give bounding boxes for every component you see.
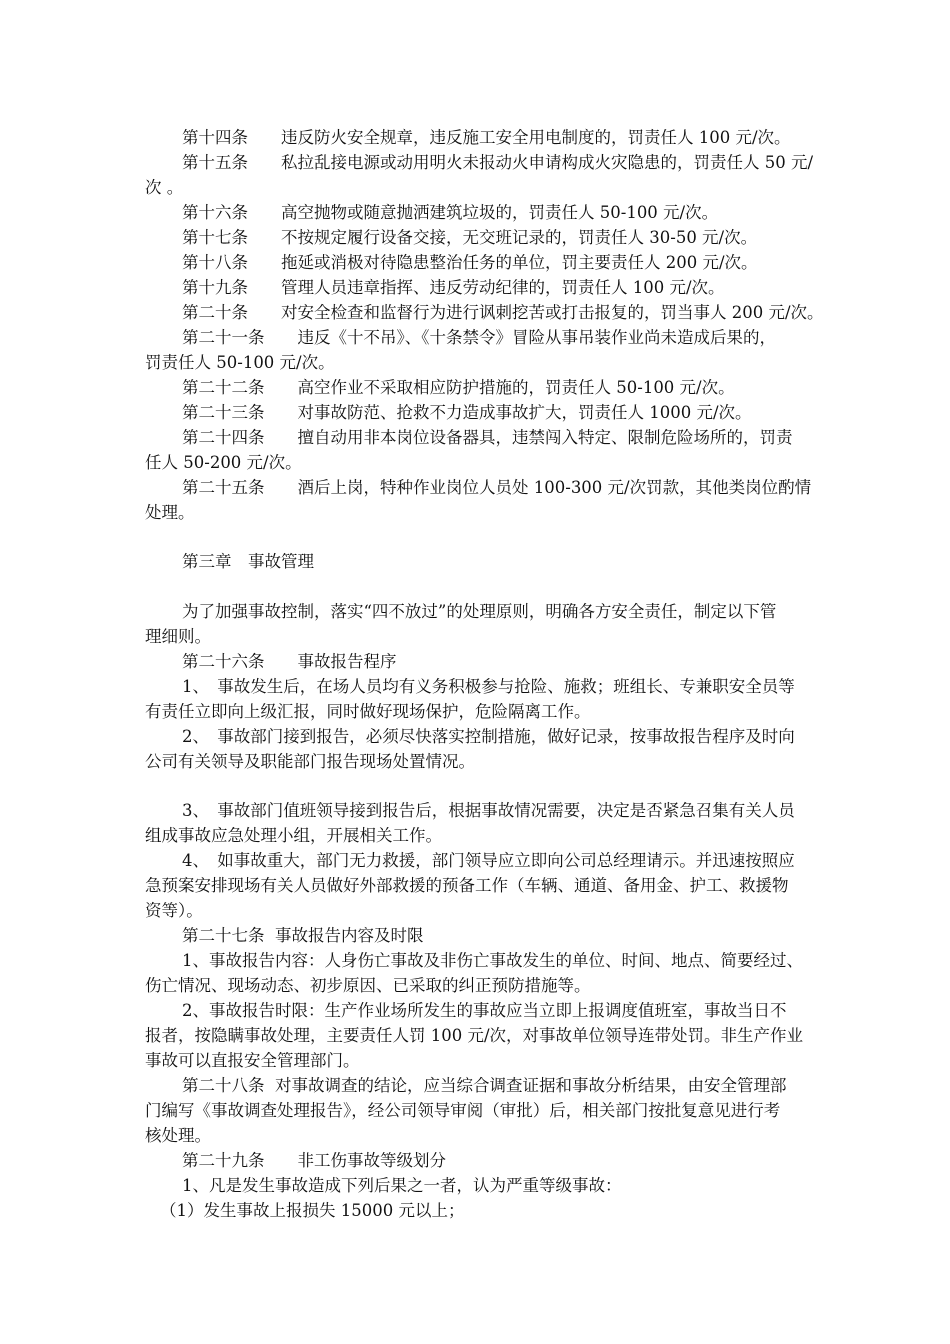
chapter-3-heading: 第三章 事故管理 [182, 552, 314, 571]
article-28-line: 第二十八条 对事故调查的结论，应当综合调查证据和事故分析结果，由安全管理部 [182, 1076, 787, 1095]
severity-item-1: （1）发生事故上报损失 15000 元以上； [160, 1201, 465, 1220]
report-deadline-continuation-2: 事故可以直报安全管理部门。 [145, 1051, 360, 1070]
item-3-line: 3、 事故部门值班领导接到报告后，根据事故情况需要，决定是否紧急召集有关人员 [182, 801, 795, 820]
article-27-heading: 第二十七条 事故报告内容及时限 [182, 926, 424, 945]
article-29-heading: 第二十九条 非工伤事故等级划分 [182, 1151, 446, 1170]
item-4-continuation-2: 资等）。 [145, 901, 203, 920]
article-22-line: 第二十二条 高空作业不采取相应防护措施的，罚责任人 50-100 元/次。 [182, 378, 735, 397]
report-content-continuation: 伤亡情况、现场动态、初步原因、已采取的纠正预防措施等。 [145, 976, 591, 995]
article-28-continuation-1: 门编写《事故调查处理报告》，经公司领导审阅（审批）后，相关部门按批复意见进行考 [145, 1101, 781, 1120]
intro-paragraph-line: 为了加强事故控制，落实“四不放过”的处理原则，明确各方安全责任，制定以下管 [182, 602, 777, 621]
report-deadline-line: 2、事故报告时限：生产作业场所发生的事故应当立即上报调度值班室，事故当日不 [182, 1001, 787, 1020]
article-16-line: 第十六条 高空抛物或随意抛洒建筑垃圾的，罚责任人 50-100 元/次。 [182, 203, 719, 222]
article-23-line: 第二十三条 对事故防范、抢救不力造成事故扩大，罚责任人 1000 元/次。 [182, 403, 752, 422]
article-18-line: 第十八条 拖延或消极对待隐患整治任务的单位，罚主要责任人 200 元/次。 [182, 253, 758, 272]
article-17-line: 第十七条 不按规定履行设备交接，无交班记录的，罚责任人 30-50 元/次。 [182, 228, 758, 247]
article-19-line: 第十九条 管理人员违章指挥、违反劳动纪律的，罚责任人 100 元/次。 [182, 278, 725, 297]
item-2-line: 2、 事故部门接到报告，必须尽快落实控制措施，做好记录，按事故报告程序及时向 [182, 727, 795, 746]
article-14-line: 第十四条 违反防火安全规章，违反施工安全用电制度的，罚责任人 100 元/次。 [182, 128, 791, 147]
item-1-continuation: 有责任立即向上级汇报，同时做好现场保护，危险隔离工作。 [145, 702, 591, 721]
report-content-line: 1、事故报告内容：人身伤亡事故及非伤亡事故发生的单位、时间、地点、简要经过、 [182, 951, 803, 970]
item-1-line: 1、 事故发生后，在场人员均有义务积极参与抢险、施救；班组长、专兼职安全员等 [182, 677, 795, 696]
article-25-line: 第二十五条 酒后上岗，特种作业岗位人员处 100-300 元/次罚款，其他类岗位酌情 [182, 478, 812, 497]
article-25-continuation: 处理。 [145, 503, 195, 522]
article-15-continuation: 次 。 [145, 178, 184, 197]
article-24-continuation: 任人 50-200 元/次。 [145, 453, 302, 472]
item-4-continuation-1: 急预案安排现场有关人员做好外部救援的预备工作（车辆、通道、备用金、护工、救援物 [145, 876, 789, 895]
article-21-line: 第二十一条 违反《十不吊》、《十条禁令》冒险从事吊装作业尚未造成后果的， [182, 328, 776, 347]
item-3-continuation: 组成事故应急处理小组，开展相关工作。 [145, 826, 442, 845]
severity-criteria-line: 1、凡是发生事故造成下列后果之一者，认为严重等级事故： [182, 1176, 622, 1195]
article-21-continuation: 罚责任人 50-100 元/次。 [145, 353, 335, 372]
article-26-heading: 第二十六条 事故报告程序 [182, 652, 397, 671]
article-20-line: 第二十条 对安全检查和监督行为进行讽刺挖苦或打击报复的，罚当事人 200 元/次。 [182, 303, 824, 322]
item-4-line: 4、 如事故重大，部门无力救援，部门领导应立即向公司总经理请示。并迅速按照应 [182, 851, 795, 870]
item-2-continuation: 公司有关领导及职能部门报告现场处置情况。 [145, 752, 475, 771]
article-28-continuation-2: 核处理。 [145, 1126, 211, 1145]
report-deadline-continuation-1: 报者，按隐瞒事故处理，主要责任人罚 100 元/次，对事故单位领导连带处罚。非生产作业 [145, 1026, 804, 1045]
intro-paragraph-continuation: 理细则。 [145, 627, 211, 646]
article-24-line: 第二十四条 擅自动用非本岗位设备器具，违禁闯入特定、限制危险场所的，罚责 [182, 428, 793, 447]
article-15-line: 第十五条 私拉乱接电源或动用明火未报动火申请构成火灾隐患的，罚责任人 50 元/ [182, 153, 814, 172]
